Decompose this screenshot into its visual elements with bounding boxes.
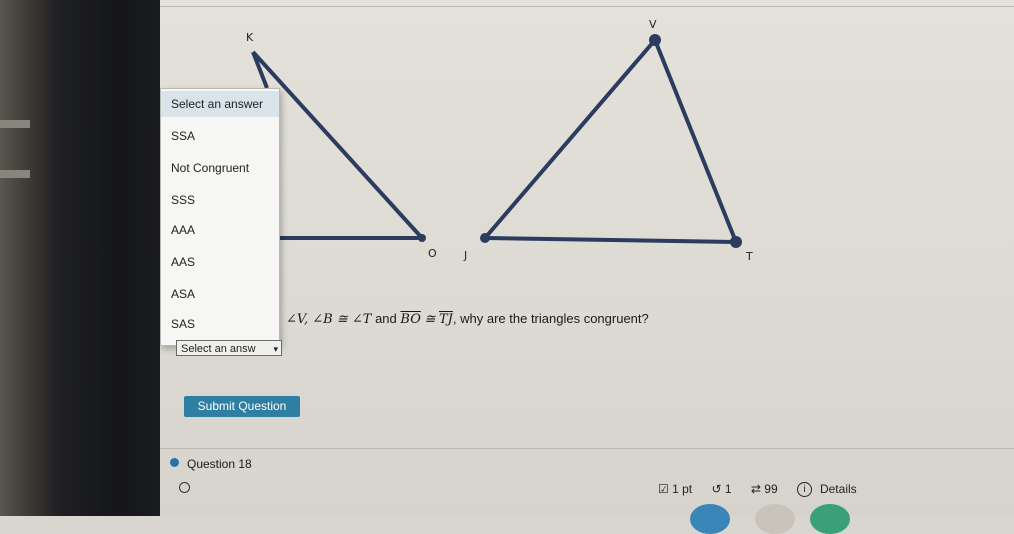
- vertex-label-j: J: [464, 249, 468, 262]
- retries-value: 99: [764, 482, 778, 496]
- question-panel: [160, 0, 1014, 516]
- points-indicator: ☑ 1 pt: [658, 482, 693, 496]
- dropdown-option-header[interactable]: Select an answer: [161, 91, 279, 117]
- triangles-figure: [160, 0, 1014, 516]
- decorative-circle: [810, 504, 850, 534]
- decorative-circle: [690, 504, 730, 534]
- info-icon: i: [797, 482, 812, 497]
- vertex-label-k: K: [246, 31, 254, 44]
- answer-select-value: Select an answ: [181, 343, 256, 355]
- right-triangle: [485, 40, 736, 242]
- vertex-t-dot: [730, 236, 742, 248]
- vertex-label-v: V: [649, 18, 657, 31]
- dropdown-option-sas[interactable]: SAS: [171, 317, 196, 331]
- answer-radio[interactable]: [179, 482, 190, 493]
- background-shelf: [0, 170, 30, 178]
- details-label: Details: [819, 482, 857, 496]
- retries-indicator: ⇄ 99: [750, 482, 778, 496]
- chevron-down-icon: ▾: [273, 344, 278, 354]
- attempts-indicator: ↺ 1: [711, 482, 732, 496]
- right-triangle-edge: [485, 40, 655, 238]
- dropdown-option-ssa[interactable]: SSA: [171, 129, 196, 143]
- right-triangle-edge: [655, 40, 736, 242]
- background-shelf: [0, 120, 30, 128]
- question-tail: , why are the triangles congruent?: [452, 311, 649, 326]
- details-link[interactable]: [797, 482, 865, 496]
- decorative-circle: [755, 504, 795, 534]
- submit-question-button[interactable]: Submit Question: [184, 396, 300, 417]
- segment-bo: $\overline{BO}$: [400, 312, 421, 327]
- question-prompt: [286, 311, 649, 327]
- vertex-label-o: O: [428, 247, 437, 260]
- answer-dropdown-menu[interactable]: [160, 88, 280, 346]
- points-value: 1 pt: [672, 482, 693, 496]
- question-meta: [658, 482, 873, 497]
- monitor-bezel: [0, 0, 160, 516]
- and-text: and: [375, 311, 397, 326]
- vertex-v-dot: [649, 34, 661, 46]
- question-status-dot: [170, 458, 179, 467]
- vertex-label-t: T: [746, 250, 753, 263]
- segment-tj: $\overline{TJ}$: [439, 312, 453, 327]
- vertex-o-dot: [418, 234, 426, 242]
- question-18-label[interactable]: Question 18: [187, 457, 252, 471]
- congruent-symbol: ≅: [424, 312, 436, 327]
- answer-select[interactable]: [176, 340, 282, 356]
- angle-statement: ∠V, ∠B ≅ ∠T: [286, 312, 372, 327]
- attempts-value: 1: [724, 482, 732, 496]
- dropdown-option-aaa[interactable]: AAA: [171, 223, 196, 237]
- dropdown-option-sss[interactable]: SSS: [171, 193, 196, 207]
- dropdown-option-aas[interactable]: AAS: [171, 255, 196, 269]
- dropdown-option-asa[interactable]: ASA: [171, 287, 196, 301]
- section-divider: [160, 448, 1014, 449]
- dropdown-option-not-congruent[interactable]: Not Congruent: [171, 161, 250, 175]
- right-triangle-base: [485, 238, 736, 242]
- vertex-j-dot: [480, 233, 490, 243]
